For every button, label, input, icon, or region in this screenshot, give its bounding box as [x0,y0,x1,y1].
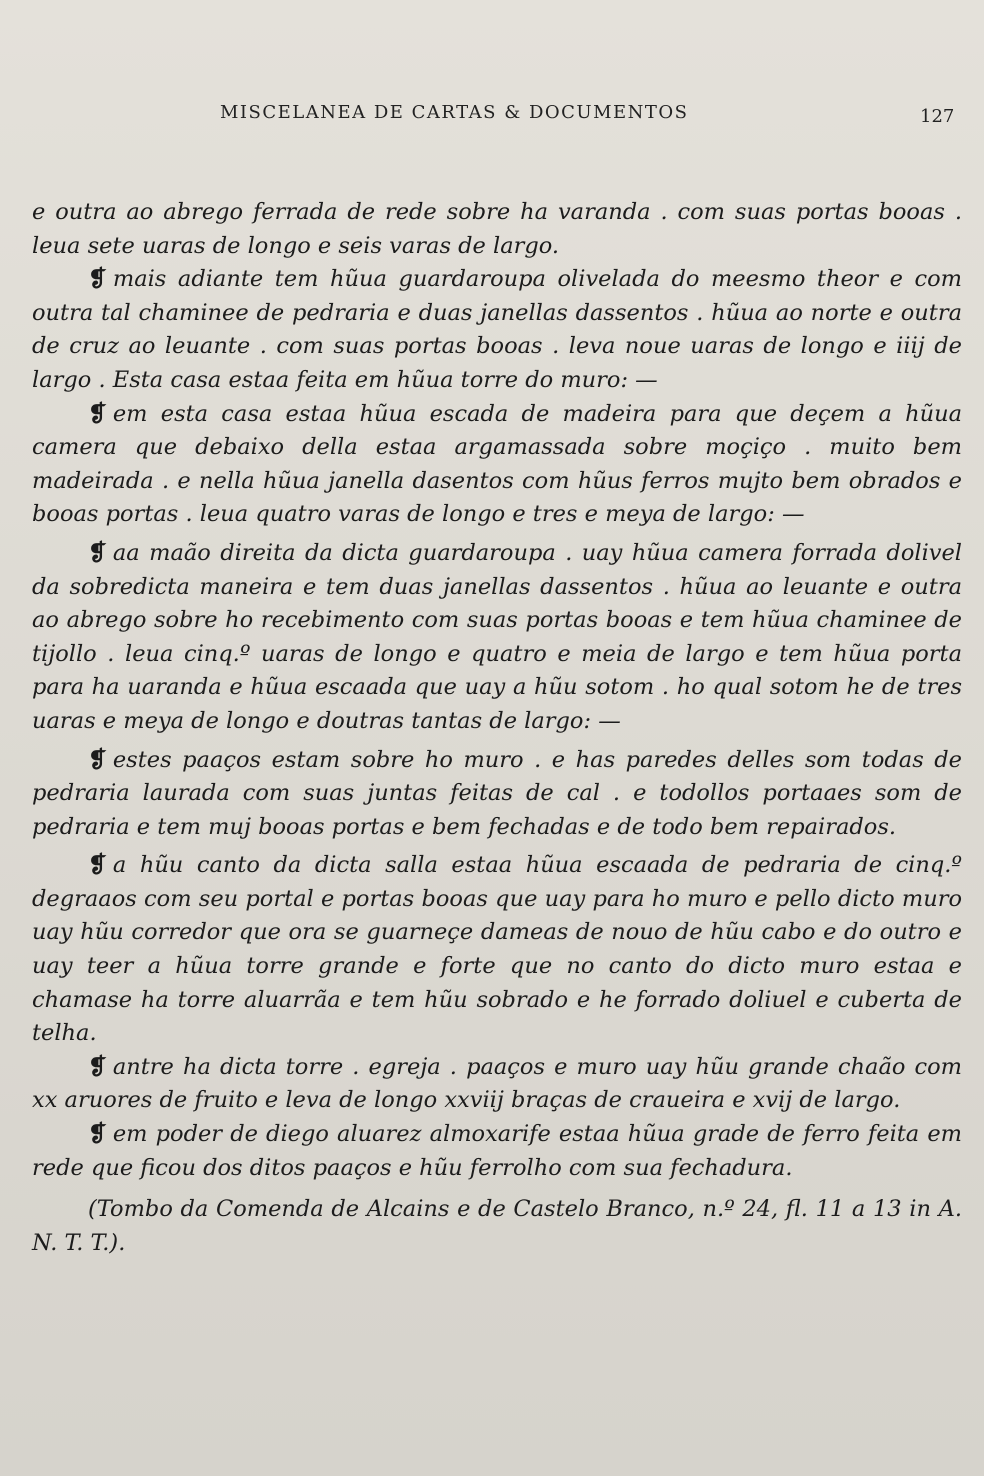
paragraph-3 [32,398,962,532]
paragraph-5 [32,744,962,845]
running-title: MISCELANEA DE CARTAS & DOCUMENTOS [220,102,689,123]
paragraph-8 [32,1118,962,1185]
document-body [32,196,962,1283]
paragraph-text: mais adiante tem hũua guardaroupa olivelada do meesmo theor e com outra tal chaminee de pedraria e duas janellas dassentos . hũua ao norte e outra de cruz ao leuante . com suas portas booas . leva noue uaras de longo e iiij de largo . Esta casa estaa feita em hũua torre do muro: — [32,266,962,393]
pilcrow-icon: ❡ [88,1053,107,1080]
pilcrow-icon: ❡ [88,852,107,879]
source-citation: (Tombo da Comenda de Alcains e de Castelo Branco, n.º 24, fl. 11 a 13 in A. N. T. T.). [32,1196,962,1256]
pilcrow-icon: ❡ [88,539,107,566]
pilcrow-icon: ❡ [88,1121,107,1148]
paragraph-text: estes paaços estam sobre ho muro . e has paredes delles som todas de pedraria laurada com suas juntas feitas de cal . e todollos portaaes som de pedraria e tem muj booas portas e bem fechadas e de todo bem repairados. [32,746,962,840]
paragraph-text: em poder de diego aluarez almoxarife estaa hũua grade de ferro feita em rede que ficou dos ditos paaços e hũu ferrolho com sua fechadura. [32,1121,962,1181]
paragraph-1 [32,196,962,263]
paragraph-text: e outra ao abrego ferrada de rede sobre ha varanda . com suas portas booas . leua sete uaras de longo e seis varas de largo. [32,199,962,259]
paragraph-2 [32,263,962,397]
running-header [0,100,984,130]
pilcrow-icon: ❡ [88,266,107,293]
paragraph-text: a hũu canto da dicta salla estaa hũua escaada de pedraria de cinq.º degraaos com seu portal e portas booas que uay para ho muro e pello dicto muro uay hũu corredor que ora se guarneçe dameas de nouo de hũu cabo e do outro e uay teer a hũua torre grande e forte que no canto do dicto muro estaa e chamase ha torre aluarrãa e tem hũu sobrado e he forrado doliuel e cuberta de telha. [32,852,962,1047]
paragraph-4 [32,537,962,739]
paragraph-7 [32,1051,962,1118]
paragraph-6 [32,849,962,1051]
paragraph-text: antre ha dicta torre . egreja . paaços e muro uay hũu grande chaão com xx aruores de fruito e leva de longo xxviij braças de craueira e xvij de largo. [32,1053,962,1114]
page-number: 127 [920,106,955,127]
pilcrow-icon: ❡ [88,400,107,427]
paragraph-text: em esta casa estaa hũua escada de madeira para que deçem a hũua camera que debaixo della estaa argamassada sobre moçiço . muito bem madeirada . e nella hũua janella dasentos com hũus ferros mujto bem obrados e booas portas . leua quatro varas de longo e tres e meya de largo: — [32,400,962,528]
pilcrow-icon: ❡ [88,746,107,773]
paragraph-text: aa maão direita da dicta guardaroupa . uay hũua camera forrada dolivel da sobredicta maneira e tem duas janellas dassentos . hũua ao leuante e outra ao abrego sobre ho recebimento com suas portas booas e tem hũua chaminee de tijollo . leua cinq.º uaras de longo e quatro e meia de largo e tem hũua porta para ha uaranda e hũua escaada que uay a hũu sotom . ho qual sotom he de tres uaras e meya de longo e doutras tantas de largo: — [32,539,962,734]
